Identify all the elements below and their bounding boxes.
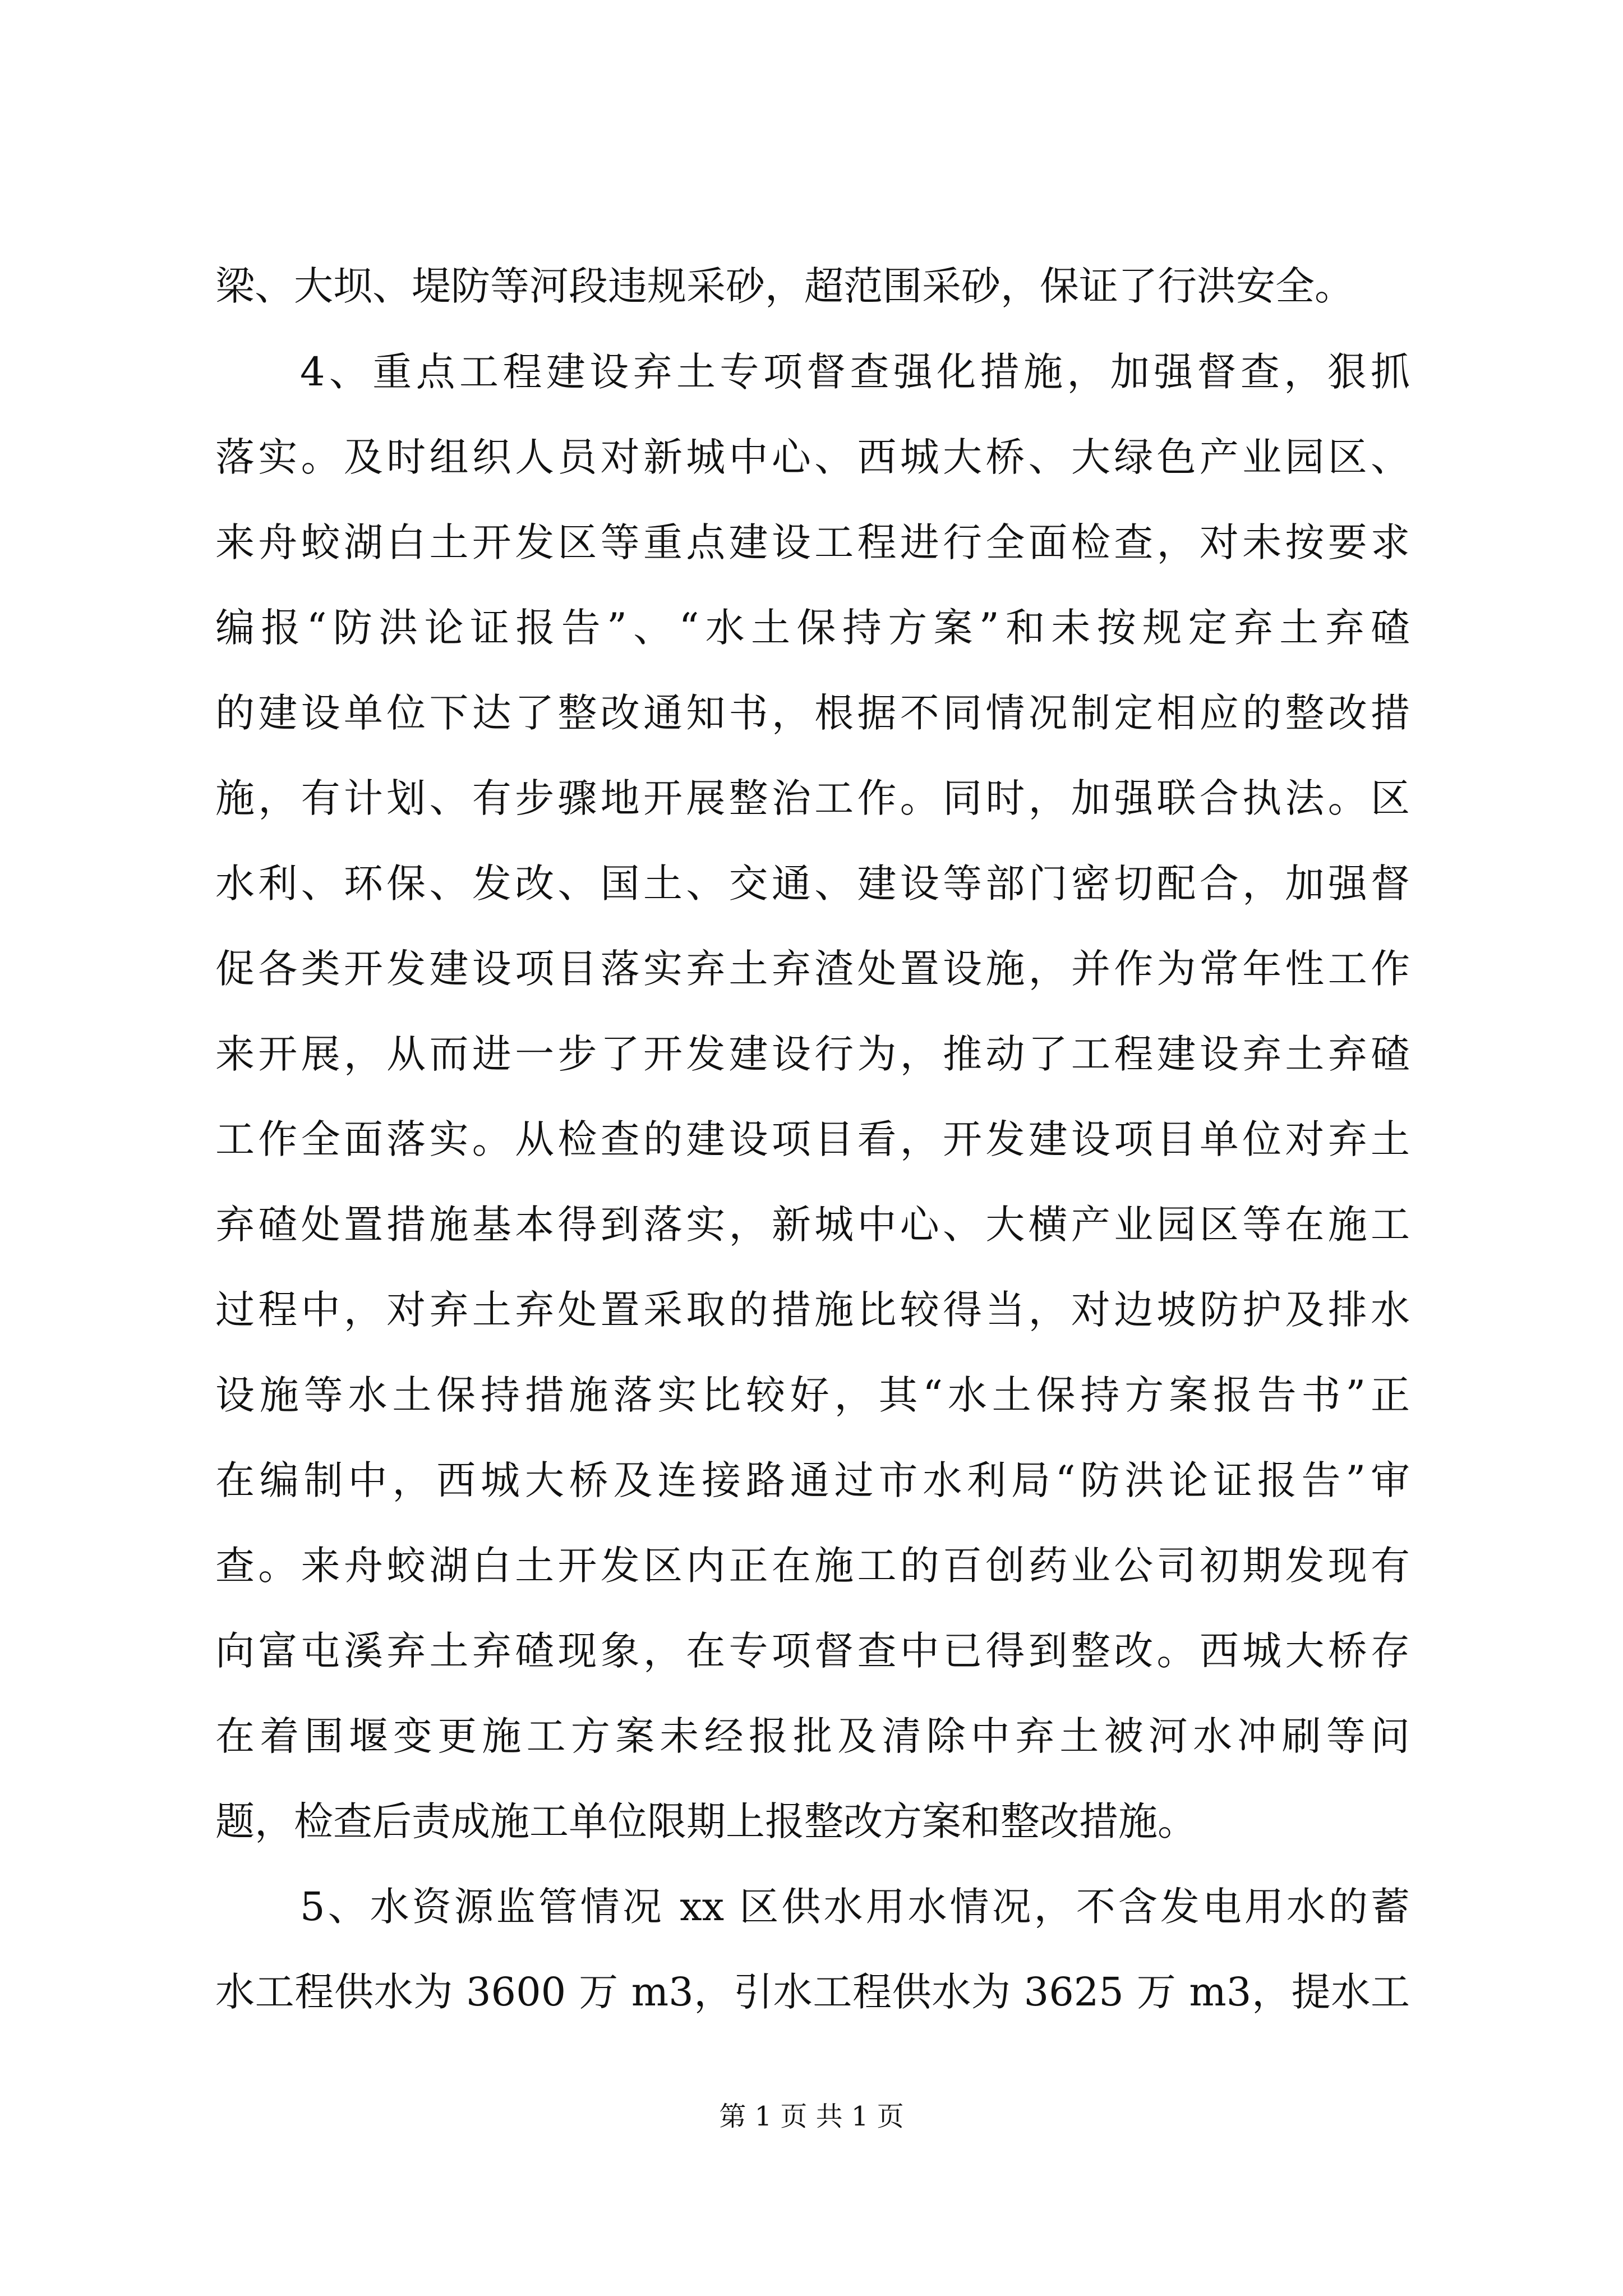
text-line: 水工程供水为 3600 万 m3，引水工程供水为 3625 万 m3，提水工: [215, 1969, 1410, 2015]
text-line: 5、水资源监管情况 xx 区供水用水情况，不含发电用水的蓄: [300, 1884, 1410, 1930]
text-line: 梁、大坝、堤防等河段违规采砂，超范围采砂，保证了行洪安全。: [215, 263, 1354, 309]
text-line: 过程中，对弃土弃处置采取的措施比较得当，对边坡防护及排水: [215, 1287, 1410, 1333]
text-line: 水利、环保、发改、国土、交通、建设等部门密切配合，加强督: [215, 861, 1410, 907]
text-line: 落实。及时组织人员对新城中心、西城大桥、大绿色产业园区、: [215, 434, 1410, 480]
text-line: 设施等水土保持措施落实比较好，其“水土保持方案报告书”正: [215, 1372, 1410, 1418]
page-footer: 第 1 页 共 1 页: [719, 2101, 904, 2132]
text-line: 来舟蛟湖白土开发区等重点建设工程进行全面检查，对未按要求: [215, 519, 1410, 565]
text-line: 在编制中，西城大桥及连接路通过市水利局“防洪论证报告”审: [215, 1457, 1410, 1503]
text-line: 在着围堰变更施工方案未经报批及清除中弃土被河水冲刷等问: [215, 1713, 1410, 1759]
text-line: 促各类开发建设项目落实弃土弃渣处置设施，并作为常年性工作: [215, 946, 1410, 992]
text-line: 查。来舟蛟湖白土开发区内正在施工的百创药业公司初期发现有: [215, 1543, 1410, 1589]
text-line: 编报“防洪论证报告”、“水土保持方案”和未按规定弃土弃碴: [215, 605, 1410, 651]
text-line: 4、重点工程建设弃土专项督查强化措施，加强督查，狠抓: [300, 349, 1410, 395]
text-line: 的建设单位下达了整改通知书，根据不同情况制定相应的整改措: [215, 690, 1410, 736]
text-line: 题，检查后责成施工单位限期上报整改方案和整改措施。: [215, 1798, 1197, 1844]
text-line: 向富屯溪弃土弃碴现象，在专项督查中已得到整改。西城大桥存: [215, 1628, 1410, 1674]
text-line: 工作全面落实。从检查的建设项目看，开发建设项目单位对弃土: [215, 1116, 1410, 1162]
text-line: 施，有计划、有步骤地开展整治工作。同时，加强联合执法。区: [215, 775, 1410, 821]
text-line: 弃碴处置措施基本得到落实，新城中心、大横产业园区等在施工: [215, 1202, 1410, 1248]
text-line: 来开展，从而进一步了开发建设行为，推动了工程建设弃土弃碴: [215, 1031, 1410, 1077]
